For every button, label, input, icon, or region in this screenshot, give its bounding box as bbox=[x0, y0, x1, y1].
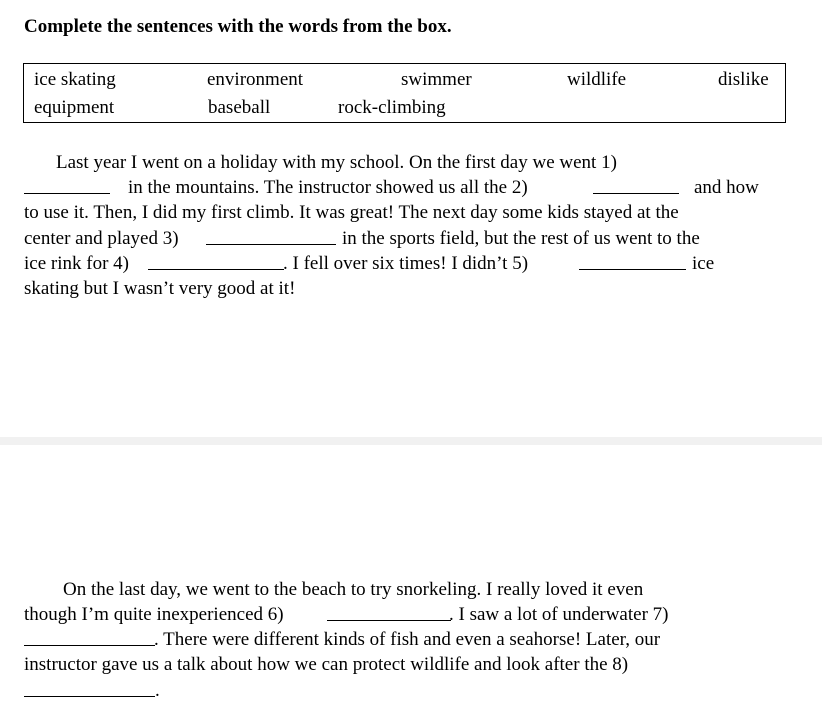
word-equipment: equipment bbox=[34, 97, 115, 118]
p2-line-3-blank bbox=[24, 630, 155, 649]
p2-line-5-text: . bbox=[155, 680, 160, 701]
p2-line-2-text-b: . I saw a lot of underwater 7) bbox=[449, 604, 669, 625]
p1-line-2 bbox=[24, 178, 110, 197]
p1-line-2-blank bbox=[593, 178, 679, 197]
blank-3[interactable] bbox=[206, 244, 336, 245]
p2-line-1: On the last day, we went to the beach to try snorkeling. I really loved it even bbox=[63, 579, 644, 600]
p1-line-6: skating but I wasn’t very good at it! bbox=[24, 278, 296, 299]
p1-line-5-text-b: . I fell over six times! I didn’t 5) bbox=[283, 253, 529, 274]
p2-line-3-text: . There were different kinds of fish and even a seahorse! Later, our bbox=[154, 629, 661, 650]
p2-line-2-blank bbox=[327, 605, 451, 624]
blank-8[interactable] bbox=[24, 696, 155, 697]
word-ice-skating: ice skating bbox=[34, 69, 116, 90]
p1-line-5-blank-a bbox=[148, 254, 284, 273]
word-swimmer: swimmer bbox=[401, 69, 472, 90]
blank-2[interactable] bbox=[593, 193, 679, 194]
p1-line-2-text-b: and how bbox=[694, 177, 759, 198]
p2-line-4: instructor gave us a talk about how we can protect wildlife and look after the 8) bbox=[24, 654, 629, 675]
blank-5[interactable] bbox=[579, 269, 686, 270]
p1-line-4-text-a: center and played 3) bbox=[24, 228, 179, 249]
blank-7[interactable] bbox=[24, 645, 155, 646]
p1-line-4-blank bbox=[206, 229, 336, 248]
p1-line-4-text-b: in the sports field, but the rest of us went to the bbox=[342, 228, 700, 249]
blank-6[interactable] bbox=[327, 620, 451, 621]
p1-line-3: to use it. Then, I did my first climb. It was great! The next day some kids stayed at the bbox=[24, 202, 679, 223]
word-wildlife: wildlife bbox=[567, 69, 627, 90]
word-rock-climbing: rock-climbing bbox=[338, 97, 446, 118]
p1-line-2-text-a: in the mountains. The instructor showed us all the 2) bbox=[128, 177, 528, 198]
p1-line-1: Last year I went on a holiday with my school. On the first day we went 1) bbox=[56, 152, 617, 173]
word-box bbox=[23, 63, 786, 123]
blank-4[interactable] bbox=[148, 269, 284, 270]
p2-line-5-blank bbox=[24, 681, 155, 700]
p1-line-5-blank-b bbox=[579, 254, 686, 273]
page-separator bbox=[0, 437, 822, 445]
word-baseball: baseball bbox=[208, 97, 271, 118]
p1-line-5-text-c: ice bbox=[692, 253, 715, 274]
word-environment: environment bbox=[207, 69, 304, 90]
p1-line-5-text-a: ice rink for 4) bbox=[24, 253, 129, 274]
blank-1[interactable] bbox=[24, 193, 110, 194]
p2-line-2-text-a: though I’m quite inexperienced 6) bbox=[24, 604, 284, 625]
word-dislike: dislike bbox=[718, 69, 769, 90]
exercise-title: Complete the sentences with the words from the box. bbox=[24, 16, 452, 37]
